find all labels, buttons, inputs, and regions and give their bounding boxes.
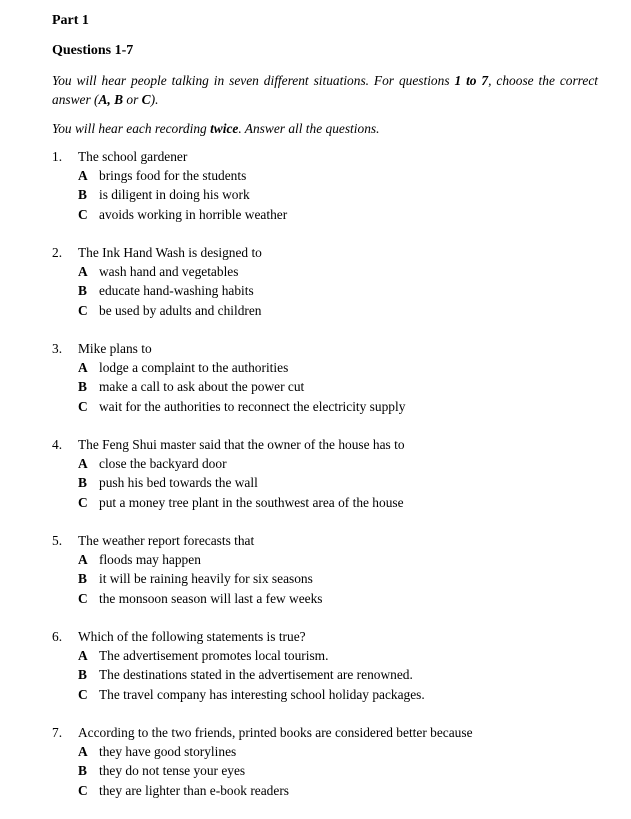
option-c	[52, 205, 612, 224]
option-a	[52, 742, 612, 761]
option-text: it will be raining heavily for six seasons	[99, 571, 313, 587]
question-number: 7.	[52, 725, 63, 740]
instructions-text: , choose the correct answer (	[52, 73, 598, 107]
instructions-text: . Answer all the questions.	[238, 121, 380, 136]
question-stem: The Feng Shui master said that the owner of the house has to	[78, 437, 405, 452]
question-stem: Mike plans to	[78, 341, 152, 356]
option-letter: A	[78, 456, 88, 472]
question-7	[52, 723, 612, 800]
instructions-emphasis: twice	[210, 121, 239, 136]
option-a	[52, 262, 612, 281]
question-number: 4.	[52, 437, 63, 452]
question-stem: The Ink Hand Wash is designed to	[78, 245, 262, 260]
option-letter: C	[78, 782, 88, 798]
option-text: push his bed towards the wall	[99, 475, 258, 491]
option-letter: A	[78, 648, 88, 664]
instructions-range: 1 to 7	[454, 73, 489, 88]
option-text: is diligent in doing his work	[99, 187, 250, 203]
option-letter: B	[78, 667, 87, 683]
option-text: wait for the authorities to reconnect the electricity supply	[99, 398, 406, 414]
question-4	[52, 435, 612, 512]
option-text: make a call to ask about the power cut	[99, 379, 305, 395]
option-letter: A	[78, 168, 88, 184]
instructions-text: ).	[150, 92, 159, 107]
option-letter: A	[78, 360, 88, 376]
instructions-choices: A, B	[98, 92, 124, 107]
option-text: wash hand and vegetables	[99, 264, 239, 280]
option-letter: B	[78, 379, 87, 395]
option-b	[52, 665, 612, 684]
option-c	[52, 685, 612, 704]
question-number: 6.	[52, 629, 63, 644]
section-title: Questions 1-7	[52, 43, 134, 58]
option-c	[52, 781, 612, 800]
option-letter: C	[78, 686, 88, 702]
option-text: lodge a complaint to the authorities	[99, 360, 289, 376]
question-number: 3.	[52, 341, 63, 356]
instructions	[52, 71, 598, 109]
option-text: floods may happen	[99, 552, 201, 568]
option-c	[52, 493, 612, 512]
question-stem: The school gardener	[78, 149, 188, 164]
option-b	[52, 761, 612, 780]
question-5	[52, 531, 612, 608]
option-letter: A	[78, 744, 88, 760]
option-text: The destinations stated in the advertisement are renowned.	[99, 667, 413, 683]
option-text: The advertisement promotes local tourism.	[99, 648, 329, 664]
option-text: educate hand-washing habits	[99, 283, 254, 299]
option-letter: B	[78, 763, 87, 779]
question-6	[52, 627, 612, 704]
option-b	[52, 473, 612, 492]
instructions-text: You will hear people talking in seven different situations. For questions	[52, 73, 455, 88]
part-title: Part 1	[52, 13, 89, 28]
question-number: 1.	[52, 149, 63, 164]
option-c	[52, 301, 612, 320]
option-text: the monsoon season will last a few weeks	[99, 590, 323, 606]
option-a	[52, 166, 612, 185]
option-letter: B	[78, 571, 87, 587]
option-text: they do not tense your eyes	[99, 763, 246, 779]
question-number: 2.	[52, 245, 63, 260]
option-text: they are lighter than e-book readers	[99, 782, 289, 798]
question-stem: Which of the following statements is true?	[78, 629, 306, 644]
instructions-text: You will hear each recording	[52, 121, 211, 136]
instructions-choice-c: C	[141, 92, 151, 107]
option-a	[52, 358, 612, 377]
question-3	[52, 339, 612, 416]
option-a	[52, 646, 612, 665]
option-letter: C	[78, 494, 88, 510]
option-b	[52, 281, 612, 300]
option-text: put a money tree plant in the southwest area of the house	[99, 494, 404, 510]
option-b	[52, 377, 612, 396]
option-b	[52, 185, 612, 204]
instructions-text: or	[123, 92, 142, 107]
option-text: avoids working in horrible weather	[99, 206, 288, 222]
option-letter: C	[78, 302, 88, 318]
option-a	[52, 454, 612, 473]
option-letter: B	[78, 475, 87, 491]
question-stem: The weather report forecasts that	[78, 533, 255, 548]
question-2	[52, 243, 612, 320]
option-b	[52, 569, 612, 588]
option-letter: A	[78, 552, 88, 568]
option-text: brings food for the students	[99, 168, 247, 184]
option-letter: A	[78, 264, 88, 280]
option-letter: C	[78, 398, 88, 414]
option-text: be used by adults and children	[99, 302, 262, 318]
option-letter: C	[78, 590, 88, 606]
question-stem: According to the two friends, printed books are considered better because	[78, 725, 473, 740]
option-c	[52, 397, 612, 416]
instructions-recording	[52, 119, 598, 138]
question-1	[52, 147, 612, 224]
option-text: they have good storylines	[99, 744, 237, 760]
option-letter: B	[78, 187, 87, 203]
option-a	[52, 550, 612, 569]
option-text: close the backyard door	[99, 456, 227, 472]
question-number: 5.	[52, 533, 63, 548]
option-text: The travel company has interesting school holiday packages.	[99, 686, 425, 702]
option-letter: C	[78, 206, 88, 222]
option-letter: B	[78, 283, 87, 299]
option-c	[52, 589, 612, 608]
